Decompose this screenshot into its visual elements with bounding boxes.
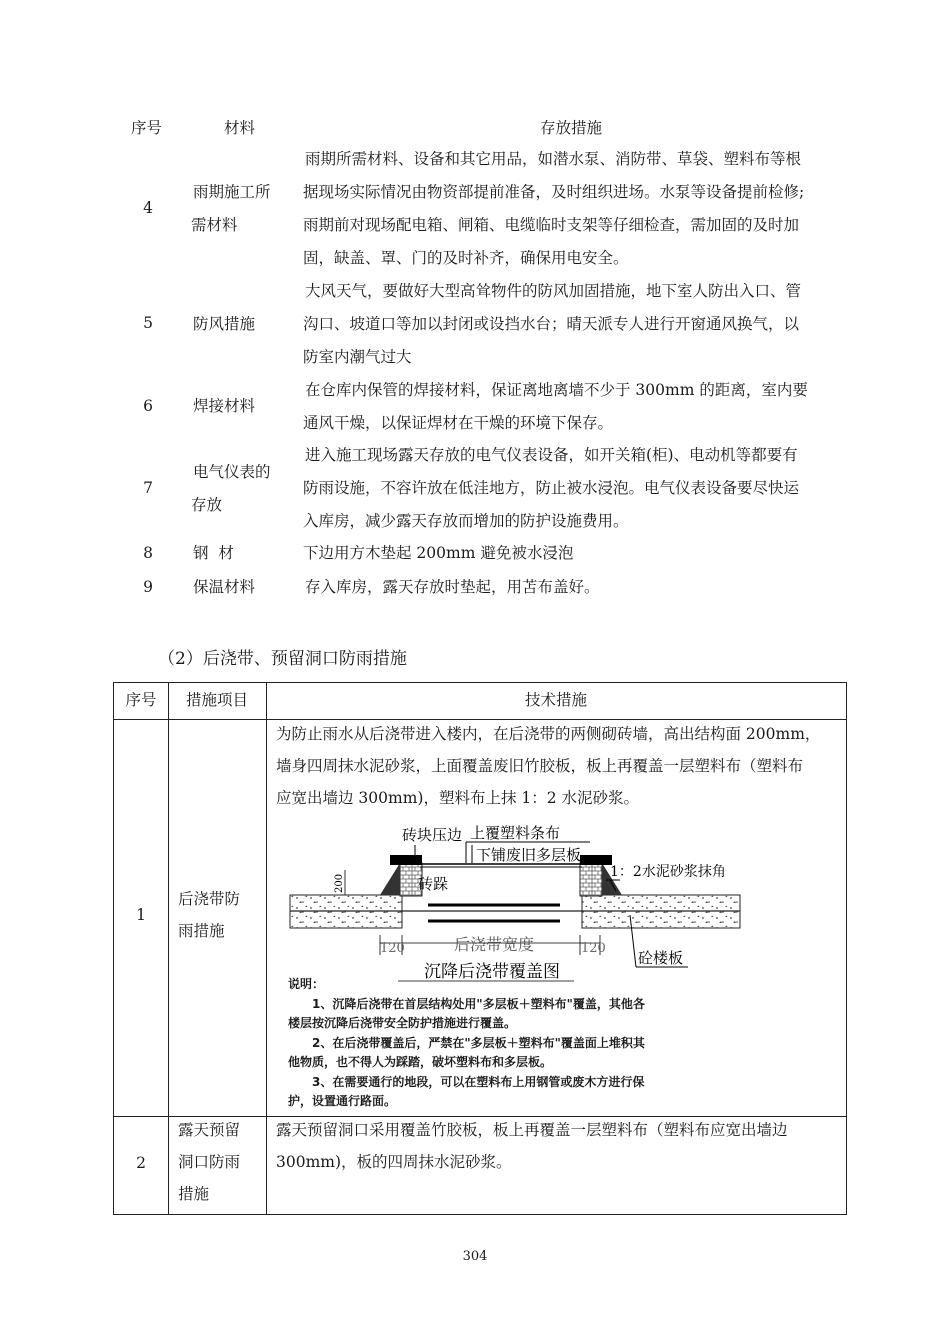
label-dim-height: 200 (334, 873, 345, 893)
note-line: 2、在后浇带覆盖后，严禁在"多层板＋塑料布"覆盖面上堆积其 (288, 1035, 645, 1050)
measure-line: 进入施工现场露天存放的电气仪表设备，如开关箱(柜)、电动机等都要有 (305, 446, 798, 464)
row-tech (276, 1114, 842, 1178)
item-line: 洞口防雨 (178, 1153, 241, 1171)
measure-line: 据现场实际情况由物资部提前准备，及时组织进场。水泵等设备提前检修; (303, 183, 805, 201)
measure-line: 雨期前对现场配电箱、闸箱、电缆临时支架等仔细检查，需加固的及时加 (303, 216, 800, 234)
material-line: 电气仪表的 (193, 463, 271, 481)
note-line: 3、在需要通行的地段，可以在塑料布上用钢管或废木方进行保 (288, 1074, 645, 1089)
tech-line: 应宽出墙边 300mm)，塑料布上抹 1：2 水泥砂浆。 (276, 789, 640, 807)
material-line: 保温材料 (193, 578, 256, 596)
row-measure (303, 275, 843, 374)
column-divider (266, 683, 267, 1214)
label-dim-right: 120 (581, 941, 606, 956)
row-number: 7 (143, 479, 153, 497)
row-tech (276, 718, 842, 814)
right-press-brick (580, 855, 612, 865)
measure-line: 固，缺盖、罩、门的及时补齐，确保用电安全。 (303, 249, 629, 267)
measure-line: 大风天气，要做好大型高耸物件的防风加固措施，地下室人防出入口、管 (305, 282, 802, 300)
row-material (193, 537, 234, 570)
header-tech: 技术措施 (524, 691, 587, 709)
material-line: 防风措施 (193, 315, 256, 333)
note-line: 1、沉降后浇带在首层结构处用"多层板＋塑料布"覆盖，其他各 (288, 996, 645, 1011)
row-number: 6 (143, 397, 153, 415)
header-material: 材料 (224, 119, 256, 137)
left-press-brick (390, 855, 422, 865)
material-line: 焊接材料 (193, 397, 256, 415)
header-measure: 存放措施 (540, 119, 603, 137)
row-measure (303, 143, 843, 275)
row-material (193, 456, 271, 522)
tech-line: 墙身四周抹水泥砂浆，上面覆盖废旧竹胶板，板上再覆盖一层塑料布（塑料布 (276, 757, 804, 775)
row-measure (303, 374, 843, 440)
column-divider (168, 683, 169, 1214)
label-brick-press: 砖块压边 (402, 826, 463, 844)
row-number: 9 (143, 578, 153, 596)
measure-line: 防室内潮气过大 (303, 348, 412, 366)
diagram-notes (288, 975, 728, 1112)
item-line: 后浇带防 (178, 890, 241, 908)
row-number: 8 (143, 544, 153, 562)
row-number: 4 (143, 199, 153, 217)
measure-line: 下边用方木垫起 200mm 避免被水浸泡 (303, 544, 574, 562)
row-item (178, 883, 240, 947)
note-line: 说明： (288, 977, 325, 991)
label-brick: 砖跺 (418, 875, 449, 893)
measure-line: 防雨设施，不容许放在低洼地方，防止被水浸泡。电气仪表设备要尽快运 (303, 479, 800, 497)
measure-line: 通风干燥，以保证焊材在干燥的环境下保存。 (303, 414, 614, 432)
measure-line: 入库房，减少露天存放而增加的防护设施费用。 (303, 512, 629, 530)
label-width: 后浇带宽度 (454, 935, 535, 954)
tech-line: 300mm)，板的四周抹水泥砂浆。 (276, 1153, 512, 1171)
section-title: （2）后浇带、预留洞口防雨措施 (158, 649, 407, 669)
note-line: 楼层按沉降后浇带安全防护措施进行覆盖。 (288, 1016, 517, 1030)
measure-line: 存入库房，露天存放时垫起，用苫布盖好。 (305, 578, 600, 596)
row-material (193, 308, 255, 341)
row-item (178, 1114, 240, 1210)
right-brick-pier (580, 863, 602, 896)
material-line: 钢 材 (193, 544, 234, 562)
row-number: 5 (143, 314, 153, 332)
row-material (193, 571, 255, 604)
material-line: 雨期施工所 (193, 183, 271, 201)
item-line: 雨措施 (178, 922, 225, 940)
post-pour-strip-diagram (280, 815, 840, 985)
item-line: 露天预留 (178, 1121, 241, 1139)
measure-line: 在仓库内保管的焊接材料，保证离地离墙不少于 300mm 的距离，室内要 (305, 381, 808, 399)
row-number: 2 (136, 1154, 146, 1172)
row-material (193, 390, 255, 423)
material-line: 需材料 (191, 216, 238, 234)
label-dim-left: 120 (380, 941, 405, 956)
note-line: 护，设置通行路面。 (288, 1094, 397, 1108)
measure-line: 雨期所需材料、设备和其它用品，如潜水泵、消防带、草袋、塑料布等根 (305, 150, 802, 168)
row-measure (303, 439, 843, 538)
header-item: 措施项目 (185, 691, 248, 709)
diagram-caption: 沉降后浇带覆盖图 (424, 962, 560, 982)
row-material (193, 176, 271, 242)
label-top-plastic: 上覆塑料条布 (470, 824, 561, 842)
left-mortar-corner (380, 863, 400, 895)
header-seq: 序号 (131, 119, 163, 137)
page-number: 304 (462, 1249, 488, 1264)
label-bottom-board: 下铺废旧多层板 (476, 846, 582, 864)
row-measure (303, 571, 843, 604)
label-slab: 砼楼板 (638, 949, 684, 967)
header-seq: 序号 (125, 691, 157, 709)
material-line: 存放 (191, 496, 223, 514)
tech-line: 露天预留洞口采用覆盖竹胶板，板上再覆盖一层塑料布（塑料布应宽出墙边 (276, 1121, 788, 1139)
item-line: 措施 (178, 1185, 210, 1203)
measure-line: 沟口、坡道口等加以封闭或设挡水台；晴天派专人进行开窗通风换气，以 (303, 315, 800, 333)
row-number: 1 (136, 906, 146, 924)
row-measure (303, 537, 843, 570)
note-line: 他物质，也不得人为踩踏，破坏塑料布和多层板。 (288, 1055, 553, 1069)
label-mortar-corner: 1：2水泥砂浆抹角 (610, 864, 726, 880)
tech-line: 为防止雨水从后浇带进入楼内，在后浇带的两侧砌砖墙，高出结构面 200mm， (276, 725, 821, 743)
